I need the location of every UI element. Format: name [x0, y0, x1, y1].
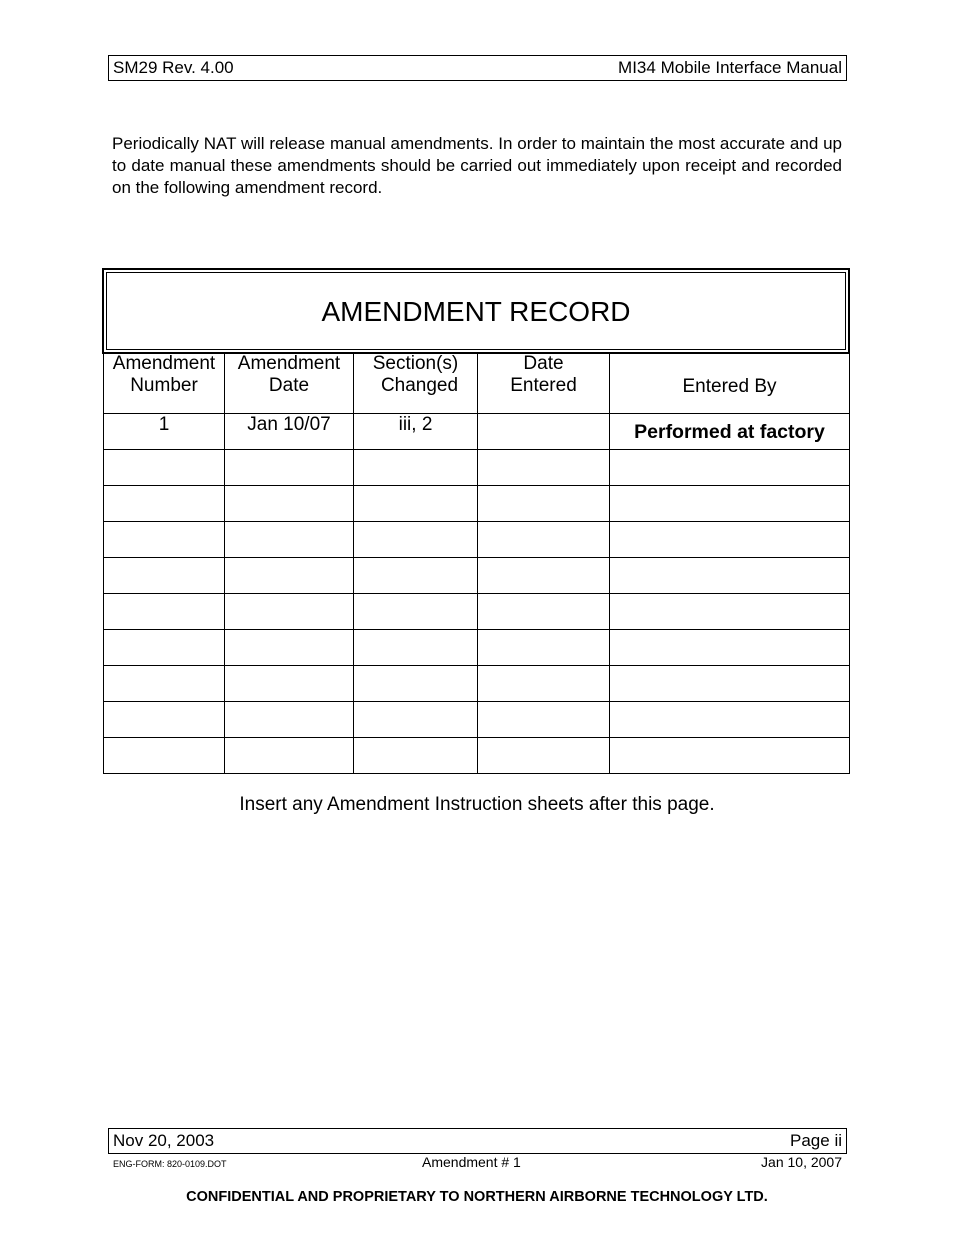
table-row — [104, 594, 850, 630]
intro-paragraph: Periodically NAT will release manual amendments. In order to maintain the most accurate and up to date manual these amendments should be carried out immediately upon receipt and recorded on the following amendment record. — [112, 134, 842, 197]
header-document-id: SM29 Rev. 4.00 — [113, 58, 234, 77]
amendment-table — [103, 352, 850, 774]
table-cell: 1 — [104, 414, 225, 450]
table-cell — [610, 558, 850, 594]
col-header-entered-by: Entered By — [610, 353, 850, 414]
table-cell — [354, 522, 478, 558]
table-cell — [478, 738, 610, 774]
table-cell — [354, 738, 478, 774]
table-cell: Performed at factory — [610, 414, 850, 450]
table-cell — [610, 450, 850, 486]
table-cell — [104, 594, 225, 630]
table-row — [104, 450, 850, 486]
col-header-sections-changed: Section(s) Changed — [354, 353, 478, 414]
table-cell — [104, 558, 225, 594]
table-cell — [225, 450, 354, 486]
table-cell — [610, 702, 850, 738]
table-cell — [610, 594, 850, 630]
table-cell — [610, 522, 850, 558]
table-header-row — [104, 353, 850, 414]
table-row — [104, 666, 850, 702]
table-cell — [225, 522, 354, 558]
table-cell — [354, 630, 478, 666]
footer-page-number: Page ii — [790, 1131, 842, 1150]
table-row — [104, 522, 850, 558]
table-cell — [104, 522, 225, 558]
amendment-record — [102, 268, 850, 770]
table-cell — [225, 558, 354, 594]
col-header-date-entered: Date Entered — [478, 353, 610, 414]
table-cell — [354, 666, 478, 702]
table-cell — [104, 486, 225, 522]
page-header — [108, 55, 847, 81]
table-cell: iii, 2 — [354, 414, 478, 450]
table-cell — [104, 630, 225, 666]
table-cell — [354, 486, 478, 522]
table-cell — [478, 594, 610, 630]
table-cell — [225, 630, 354, 666]
table-cell — [354, 450, 478, 486]
table-cell — [104, 450, 225, 486]
footer-amendment-date: Jan 10, 2007 — [761, 1154, 842, 1170]
page-footer — [108, 1128, 847, 1154]
table-cell — [478, 702, 610, 738]
table-cell: Jan 10/07 — [225, 414, 354, 450]
table-cell — [478, 450, 610, 486]
record-title: AMENDMENT RECORD — [106, 272, 846, 350]
footer-form-id: ENG-FORM: 820-0109.DOT — [113, 1159, 227, 1169]
table-cell — [478, 630, 610, 666]
table-cell — [354, 558, 478, 594]
table-cell — [610, 738, 850, 774]
footer-amendment: Amendment # 1 — [422, 1154, 521, 1170]
table-cell — [478, 666, 610, 702]
table-cell — [104, 666, 225, 702]
table-cell — [225, 594, 354, 630]
table-cell — [104, 702, 225, 738]
table-row — [104, 738, 850, 774]
table-cell — [478, 558, 610, 594]
table-cell — [610, 666, 850, 702]
footer-issue-date: Nov 20, 2003 — [113, 1131, 215, 1150]
table-cell — [610, 486, 850, 522]
table-cell — [225, 738, 354, 774]
col-header-amendment-number: Amendment Number — [104, 353, 225, 414]
record-title-box — [102, 268, 850, 354]
table-cell — [478, 414, 610, 450]
table-cell — [225, 486, 354, 522]
table-row — [104, 630, 850, 666]
table-cell — [354, 702, 478, 738]
insert-note: Insert any Amendment Instruction sheets after this page. — [239, 794, 715, 815]
header-manual-title: MI34 Mobile Interface Manual — [618, 58, 842, 77]
table-cell — [225, 702, 354, 738]
table-row — [104, 486, 850, 522]
table-cell — [610, 630, 850, 666]
table-cell — [225, 666, 354, 702]
table-cell — [478, 522, 610, 558]
table-cell — [354, 594, 478, 630]
table-cell — [104, 738, 225, 774]
table-row — [104, 558, 850, 594]
table-cell — [478, 486, 610, 522]
col-header-amendment-date: Amendment Date — [225, 353, 354, 414]
table-row — [104, 702, 850, 738]
confidential-notice: CONFIDENTIAL AND PROPRIETARY TO NORTHERN AIRBORNE TECHNOLOGY LTD. — [186, 1189, 768, 1205]
table-row — [104, 414, 850, 450]
